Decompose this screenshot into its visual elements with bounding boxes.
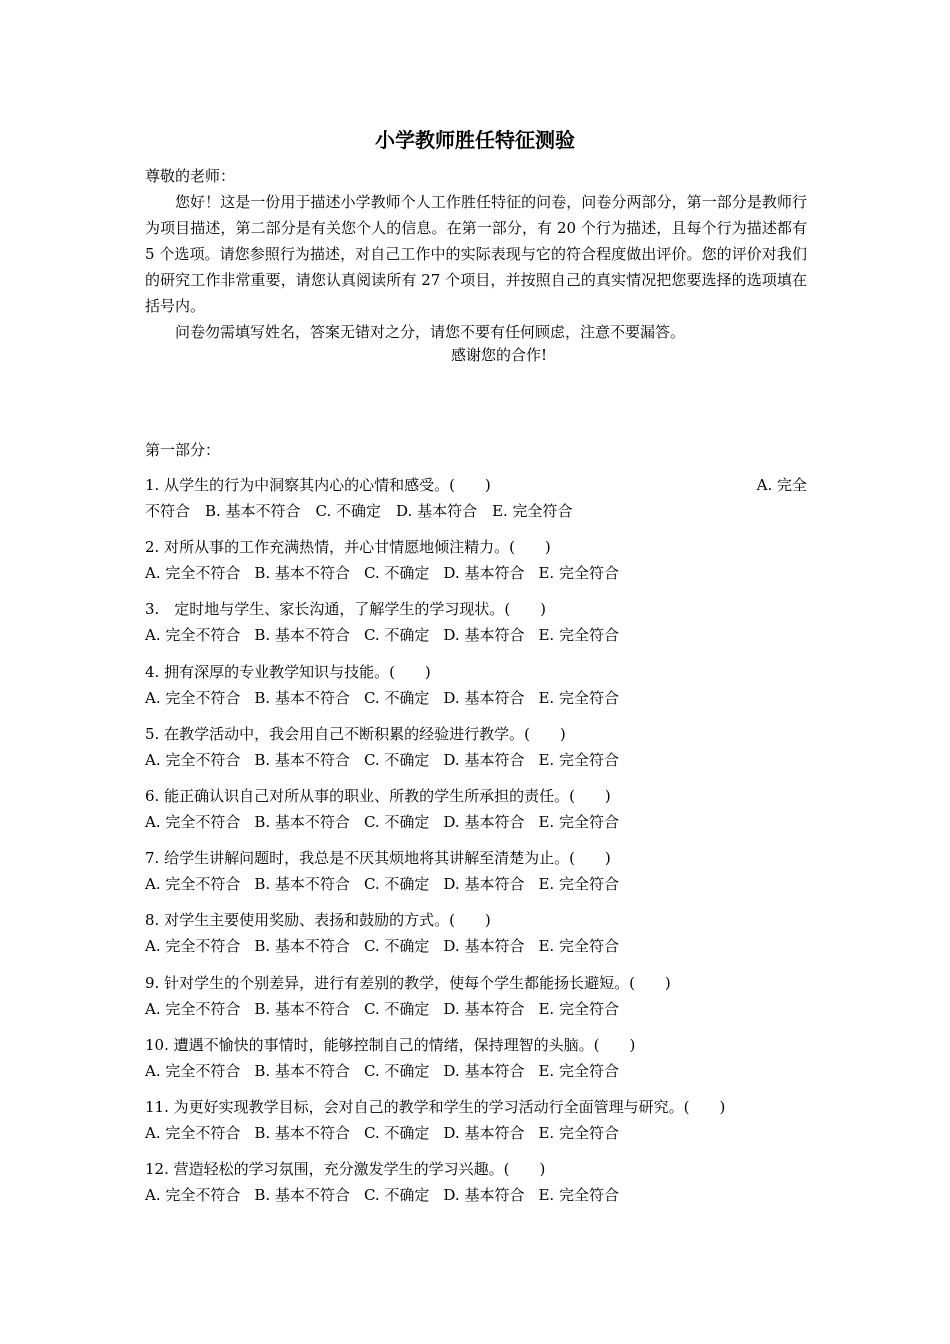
option-label: A. 完全不符合 xyxy=(145,750,241,769)
question-stem: 12. 营造轻松的学习氛围，充分激发学生的学习兴趣。( ) xyxy=(145,1160,546,1179)
option-label: B. 基本不符合 xyxy=(254,1061,350,1080)
option-label: C. 不确定 xyxy=(363,875,430,894)
question-stem: 11. 为更好实现教学目标，会对自己的教学和学生的学习活动行全面管理与研究。( ) xyxy=(145,1097,726,1116)
option-label: A. 完全不符合 xyxy=(145,1186,241,1205)
option-label: D. 基本符合 xyxy=(443,875,525,894)
question-options xyxy=(145,622,807,648)
option-label: A. 完全不符合 xyxy=(145,875,241,894)
option-label: B. 基本不符合 xyxy=(254,875,350,894)
thanks-line: 感谢您的合作! xyxy=(450,346,548,364)
option-label: C. 不确定 xyxy=(363,999,430,1018)
option-label: C. 不确定 xyxy=(363,812,430,831)
question-item xyxy=(145,1094,807,1156)
section-title: 第一部分： xyxy=(145,441,221,459)
question-list xyxy=(145,472,807,1218)
option-label: D. 基本符合 xyxy=(443,937,525,956)
question-options xyxy=(145,747,807,773)
question-stem: 2. 对所从事的工作充满热情，并心甘情愿地倾注精力。( ) xyxy=(145,538,551,557)
question-item xyxy=(145,907,807,969)
option-label: E. 完全符合 xyxy=(538,875,619,894)
question-options xyxy=(145,996,807,1022)
option-label: D. 基本符合 xyxy=(443,750,525,769)
option-label: B. 基本不符合 xyxy=(254,1186,350,1205)
question-item xyxy=(145,783,807,845)
option-label: B. 基本不符合 xyxy=(254,1123,350,1142)
question-options xyxy=(145,1120,807,1146)
intro-paragraph: 您好！这是一份用于描述小学教师个人工作胜任特征的问卷，问卷分两部分，第一部分是教师行为项目描述，第二部分是有关您个人的信息。在第一部分，有 20 个行为描述，且每个行为描述都有 5 个选项。请您参照行为描述，对自己工作中的实际表现与它的符合程度做出评价。您的评价对我们的研究工作非常重要，请您认真阅读所有 27 个项目，并按照自己的真实情况把您要选择的选项填在括号内。 xyxy=(145,193,807,315)
question-options xyxy=(145,809,807,835)
option-label: A. 完全不符合 xyxy=(145,564,241,583)
question-options xyxy=(145,1058,807,1084)
option-label: E. 完全符合 xyxy=(538,750,619,769)
option-label: A. 完全不符合 xyxy=(145,626,241,645)
question-stem: 8. 对学生主要使用奖励、表扬和鼓励的方式。( ) xyxy=(145,911,491,930)
option-label: B. 基本不符合 xyxy=(254,626,350,645)
question-options xyxy=(145,933,807,959)
option-label: A. 完全不符合 xyxy=(145,688,241,707)
option-label: B. 基本不符合 xyxy=(254,688,350,707)
question-options xyxy=(145,871,807,897)
option-label: D. 基本符合 xyxy=(443,688,525,707)
option-label: C. 不确定 xyxy=(363,564,430,583)
option-label: A. 完全不符合 xyxy=(145,1061,241,1080)
page-title: 小学教师胜任特征测验 xyxy=(375,128,575,152)
option-label: A. 完全不符合 xyxy=(145,999,241,1018)
note-paragraph: 问卷勿需填写姓名，答案无错对之分，请您不要有任何顾虑，注意不要漏答。 xyxy=(175,323,686,341)
option-label: E. 完全符合 xyxy=(538,564,619,583)
option-label: A. 完全不符合 xyxy=(145,937,241,956)
question-item xyxy=(145,845,807,907)
option-label: C. 不确定 xyxy=(363,688,430,707)
option-label: E. 完全符合 xyxy=(538,1123,619,1142)
option-label: C. 不确定 xyxy=(363,750,430,769)
salutation: 尊敬的老师： xyxy=(145,167,236,185)
option-label: E. 完全符合 xyxy=(538,999,619,1018)
option-label: C. 不确定 xyxy=(363,626,430,645)
option-label: C. 不确定 xyxy=(363,1061,430,1080)
question-item xyxy=(145,1156,807,1218)
question-item xyxy=(145,659,807,721)
question-stem: 7. 给学生讲解问题时，我总是不厌其烦地将其讲解至清楚为止。( ) xyxy=(145,849,611,868)
question-item xyxy=(145,721,807,783)
question-options: 不符合 B. 基本不符合 C. 不确定 D. 基本符合 E. 完全符合 xyxy=(145,502,573,520)
question-stem: 6. 能正确认识自己对所从事的职业、所教的学生所承担的责任。( ) xyxy=(145,786,611,805)
option-label: E. 完全符合 xyxy=(538,937,619,956)
question-stem: 10. 遭遇不愉快的事情时，能够控制自己的情绪，保持理智的头脑。( ) xyxy=(145,1035,636,1054)
option-label: D. 基本符合 xyxy=(443,812,525,831)
question-options xyxy=(145,685,807,711)
option-label: D. 基本符合 xyxy=(443,999,525,1018)
option-label: C. 不确定 xyxy=(363,1186,430,1205)
option-label: A. 完全不符合 xyxy=(145,812,241,831)
question-stem: 5. 在教学活动中，我会用自己不断积累的经验进行教学。( ) xyxy=(145,724,566,743)
option-label: B. 基本不符合 xyxy=(254,999,350,1018)
question-stem: 1. 从学生的行为中洞察其内心的心情和感受。( ) xyxy=(145,476,491,494)
question-stem: 4. 拥有深厚的专业教学知识与技能。( ) xyxy=(145,662,431,681)
option-label: C. 不确定 xyxy=(363,1123,430,1142)
option-label: C. 不确定 xyxy=(363,937,430,956)
question-stem: 3. 定时地与学生、家长沟通，了解学生的学习现状。( ) xyxy=(145,600,547,619)
question-item xyxy=(145,472,807,534)
option-label: D. 基本符合 xyxy=(443,626,525,645)
option-label: D. 基本符合 xyxy=(443,1186,525,1205)
option-a-start: A. 完全 xyxy=(756,476,807,494)
option-label: E. 完全符合 xyxy=(538,1061,619,1080)
option-label: B. 基本不符合 xyxy=(254,564,350,583)
option-label: E. 完全符合 xyxy=(538,812,619,831)
question-item xyxy=(145,1032,807,1094)
option-label: D. 基本符合 xyxy=(443,1061,525,1080)
option-label: D. 基本符合 xyxy=(443,1123,525,1142)
option-label: E. 完全符合 xyxy=(538,1186,619,1205)
option-label: A. 完全不符合 xyxy=(145,1123,241,1142)
option-label: E. 完全符合 xyxy=(538,626,619,645)
option-label: D. 基本符合 xyxy=(443,564,525,583)
question-item xyxy=(145,970,807,1032)
question-item xyxy=(145,596,807,658)
option-label: B. 基本不符合 xyxy=(254,750,350,769)
question-item xyxy=(145,534,807,596)
option-label: B. 基本不符合 xyxy=(254,812,350,831)
option-label: B. 基本不符合 xyxy=(254,937,350,956)
question-stem: 9. 针对学生的个别差异，进行有差别的教学，使每个学生都能扬长避短。( ) xyxy=(145,973,671,992)
question-options xyxy=(145,560,807,586)
option-label: E. 完全符合 xyxy=(538,688,619,707)
question-options xyxy=(145,1182,807,1208)
